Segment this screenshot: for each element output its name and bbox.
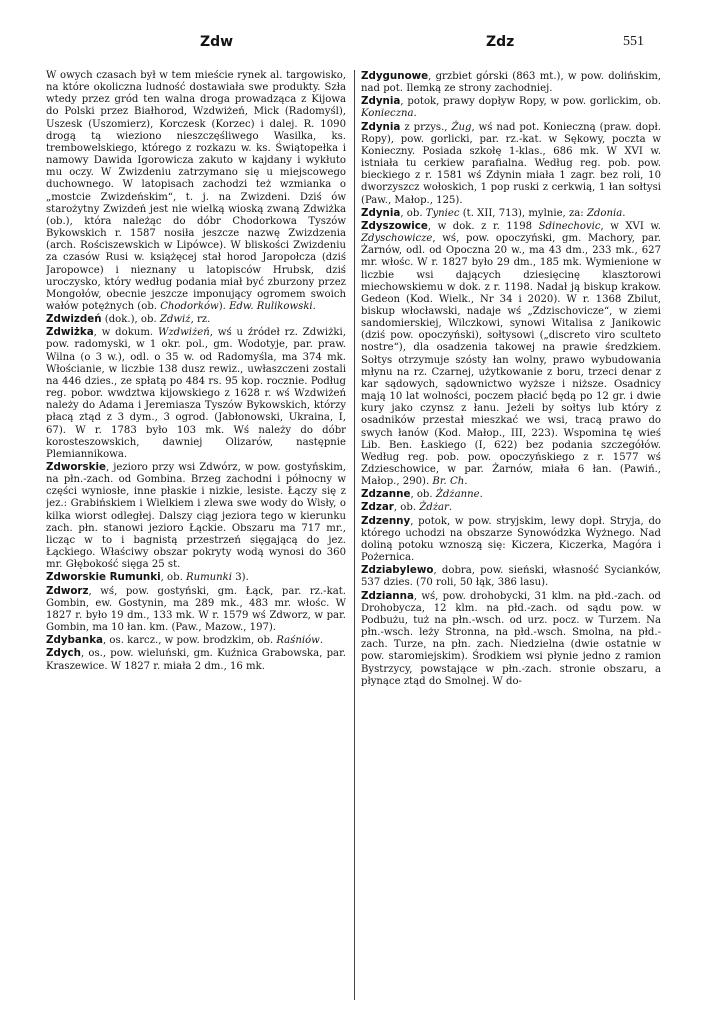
entry-headword: Zdygunowe [361, 70, 429, 82]
entry-headword: Zdworz [46, 584, 89, 597]
entry-text: , os. karcz., w pow. brodzkim, ob. [103, 635, 277, 647]
entry [361, 95, 661, 120]
entry-headword: Zdworskie [46, 461, 106, 473]
entry [361, 70, 661, 95]
entry-headword: Zdynia [361, 206, 401, 219]
entry-headword: Zdzianna [361, 589, 414, 602]
entry-italic: Sdinechovic [538, 220, 601, 232]
entry [361, 220, 661, 488]
right-column [361, 70, 661, 1000]
page-header [0, 34, 720, 54]
entry-text: , ob. [160, 572, 186, 584]
entry-text: , potok, prawy dopływ Ropy, w pow. gorlickim, ob. [400, 96, 661, 108]
entry-italic: Raśniów [276, 635, 320, 647]
entry-text: , wś, pow. opoczyński, gm. Machory, par. Żarnów, odl. od Opoczna 20 w., ma 43 dm., 233 mk., 627 mr. włośc. W r. 1827 było 29 dm., 185 mk. Wymienione w liczbie wsi dających dziesięcinę klasztorowi miechowskiemu w dok. z r. 1198. Nadał ją biskup krakow. Gedeon (Kod. Wielk., Nr 34 i 2020). W r. 1368 Zbilut, biskup włocławski, nadaje wś „Zdzischovicze“, w ziemi sandomierskiej, Wilczkowi, synowi Witalisa z Janikowic (dziś pow. opoczyński), sołtysowi („discreto viro sculteto nostre“), dla osadzenia takowej na prawie średzkiem. Sołtys otrzymuje szósty łan wolny, prawo wybudowania młynu na rz. Czarnej, użytkowanie z boru, trzeci denar z kar sądowych, sądownictwo wyższe i niższe. Osadnicy mają 10 lat wolności, poczem płacić będą po 12 gr. i dwie kury jako czynsz z łanu. Jeżeli by sołtys lub który z osadników przestał mieszkać we wsi, tracą prawo do swych łanów (Kod. Małop., III, 223). Wspomina tę wieś Lib. Ben. Łaskiego (I, 622) bez podania szczegółów. Według reg. pob. pow. opoczyńskiego z r. 1577 wś Zdzieschowice, w par. Żarnów, miała 6 łan. (Pawiń., Małop., 290). [361, 233, 661, 488]
entry-text: , ob. [400, 207, 426, 219]
entry-headword: Zdwizdeń [46, 313, 102, 326]
entry-text: , rz. [190, 314, 211, 326]
entry-headword: Zdynia [361, 120, 401, 133]
entry-italic: Zdonia [586, 207, 623, 219]
entry [46, 313, 346, 326]
entry [46, 326, 346, 461]
entry-headword: Zdybanka [46, 634, 103, 647]
entry-headword: Zdyszowice [361, 219, 428, 232]
entry-text: , w XVI w. [600, 220, 661, 232]
column-divider [354, 70, 355, 1000]
page-number: 551 [623, 34, 644, 49]
entry-italic: Rumunki [185, 572, 233, 584]
entry-italic: Żdżar [419, 502, 449, 514]
entry-italic: Żdżanne [435, 489, 480, 501]
entry-italic: Konieczna [361, 108, 414, 120]
entry-italic: Zdyschowicze [361, 233, 433, 245]
entry [46, 585, 346, 635]
entry-text: . [622, 207, 626, 219]
entry-text: , potok, w pow. stryjskim, lewy dopł. Stryja, do którego uchodzi na obszarze Synowódzka Wyżnego. Nad doliną potoku wznoszą się: Kiczera, Kiczerka, Magóra i Pożernica. [361, 515, 661, 564]
entry-text: , ob. [393, 502, 420, 514]
entry-text: (t. XII, 713), mylnie, za: [459, 207, 587, 219]
entry [361, 590, 661, 688]
entry-text: 3). [232, 572, 249, 584]
entry [46, 461, 346, 571]
entry-text: . [448, 502, 453, 514]
entry [361, 121, 661, 207]
entry-italic: Wzdwiżeń [157, 327, 210, 339]
entry-author: Br. Ch. [432, 476, 468, 488]
entry-text: , wś, pow. drohobycki, 31 klm. na płd.-zach. od Drohobycza, 12 klm. na płd.-zach. od sądu pow. w Podbużu, tuż na płn.-wsch. od urz. pocz. w Turzem. Na płn.-wsch. leży Stronna, na płd.-wsch. Smolna, na płd.-zach. Turze, na płn. zach. Niedzielna (dwie ostatnie w pow. staromiejskim). Środkiem wsi płynie jedno z ramion Bystrzycy, powstające w płn.-zach. stronie obszaru, a płynące ztąd do Smolnej. W do- [361, 590, 661, 687]
entry [46, 571, 346, 584]
entry-headword: Zdzanne [361, 488, 411, 501]
entry-text: z przys., [400, 121, 452, 133]
entry-headword: Zdworskie Rumunki [46, 571, 161, 584]
entry [361, 488, 661, 501]
left-column [46, 70, 346, 1000]
entry-text: , ob. [410, 489, 436, 501]
entry-text: , os., pow. wieluński, gm. Kuźnica Grabowska, par. Kraszewice. W 1827 r. miała 2 dm., 16 mk. [46, 648, 346, 672]
entry-headword: Zdziabylewo [361, 564, 434, 577]
entry-headword: Zdwiżka [46, 326, 94, 339]
entry [46, 647, 346, 672]
entry [361, 207, 661, 220]
entry [361, 515, 661, 565]
entry [46, 634, 346, 647]
entry-text: , jezioro przy wsi Zdwórz, w pow. gostyńskim, na płn.-zach. od Gombina. Brzeg zachodni i północny w części wyniosłe, inne płaskie i nizkie, lesiste. Łączy się z jez.: Grabińskiem i Wielkiem i zlewa swe wody do Wisły, o kilka wiorst odległej. Dalszy ciąg jeziora tego w kierunku zach. płn. stanowi jezioro Łąckie. Obszaru ma 717 mr., licząc w to i bagnistą przestrzeń sięgającą do jez. Łąckiego. Właściwy obszar pokryty wodą wynosi do 360 mr. Głębokość sięga 25 st. [46, 462, 346, 571]
entry [361, 564, 661, 589]
entry-text: , w dok. z r. 1198 [427, 220, 539, 232]
entry-author: Edw. Rulikowski. [229, 300, 316, 312]
entry-text: , w dokum. [93, 327, 158, 339]
entry-italic: Zdwiż [159, 314, 191, 326]
entry-text: ). [218, 300, 230, 312]
entry-text: , dobra, pow. sieński, własność Sycianków, 537 dzies. (70 roli, 50 łąk, 386 lasu). [361, 565, 661, 589]
entry [361, 501, 661, 514]
entry-text: , wś nad pot. Konieczną (praw. dopł. Ropy), pow. gorlicki, par. rz.-kat. w Sękowy, poczta w Konieczny. Posiada szkołę 1-klas., 686 mk. W XVI w. istniała tu cerkiew parafialna. Według reg. pob. pow. bieckiego z r. 1581 wś Zdynin miała 1 zagr. bez roli, 10 dworzyszcz wołoskich, 1 pop ruski z cerkwią, 1 łan sołtysi (Paw., Małop., 125). [361, 121, 661, 206]
entry-text: W owych czasach był w tem mieście rynek al. targowisko, na które okoliczna ludność dostawiała swe produkty. Szła wtedy przez gród ten walna droga prowadząca z Kijowa do Polski przez Białhorod, Wzdwiżeń, Mick (Radomyśl), Uszesk (Uszomierz), Korczesk (Korzec) i dalej. R. 1090 drogą tą wieziono nieszczęśliwego Wasilka, ks. trembowelskiego, którego z rozkazu w. ks. Świątopełka i namowy Dawida Igorowicza zakuto w kajdany i wykłuto mu oczy. W Zwizdeniu zatrzymano się u miejscowego duchownego. W latopisach zachodzi też wzmianka o „mostcie Zwizdeńskim“, t. j. na Zwizdeni. Dziś ów starożytny Zwizdeń jest nie wielką wioską zwaną Zdwiżka (ob.), która należąc do dóbr Chodorkowa Tyszów Bykowskich r. 1587 nosiła jeszcze nazwę Zwizdzenia (arch. Rościszewskich w Lipówce). W bliskości Zwizdeniu za czasów Rusi w. książęcej stał horod Jaropołcza (dziś Jaropowce) i nieznany u latopisców Hrubsk, dziś uroczysko, który według podania miał być zburzony przez Mongołów, obecnie jeszcze imponujący ogromem swoich wałów potężnych (ob. [46, 70, 346, 312]
entry-text: . [479, 489, 483, 501]
entry-text: , grzbiet górski (863 mt.), w pow. dolińskim, nad pot. Ilemką ze strony zachodniej. [361, 71, 661, 95]
entry-text: . [319, 635, 324, 647]
entry-text: . [413, 108, 417, 120]
entry-headword: Zdzar [361, 501, 394, 514]
entry [46, 70, 346, 313]
entry-headword: Zdzenny [361, 514, 411, 527]
entry-text: (dok.), ob. [101, 314, 160, 326]
running-head-right: Zdz [486, 34, 515, 50]
entry-text: , wś, pow. gostyński, gm. Łąck, par. rz.-kat. Gombin, ew. Gostynin, ma 289 mk., 483 mr. włośc. W 1827 r. było 19 dm., 133 mk. W r. 1579 wś Zdworz, w par. Gombin, ma 10 łan. km. (Paw., Mazow., 197). [46, 585, 346, 634]
entry-headword: Zdynia [361, 95, 401, 108]
entry-text: , wś u źródeł rz. Zdwiżki, pow. radomyski, w 1 okr. pol., gm. Wodotyje, par. praw. Wilna (o 3 w.), odl. o 35 w. od Radomyśla, ma 374 mk. Włościanie, w liczbie 138 dusz rewiz., uwłaszczeni zostali na 446 dzies., ze spłatą po 484 rs. 95 kop. rocznie. Podług reg. pobor. wwdztwa kijowskiego z 1628 r. wś Wzdwiżeń należy do Adama i Jeremiasza Tyszów Bykowskich, którzy płacą ztąd z 3 dym., 3 ogrod. (Jabłonowski, Ukraina, I, 67). W r. 1783 było 103 mk. Wś należy do dóbr korosteszowskich, dawniej Olizarów, następnie Plemiannikowa. [46, 327, 346, 460]
entry-italic: Żug [451, 121, 472, 133]
running-head-left: Zdw [200, 34, 234, 50]
entry-italic: Tyniec [425, 207, 460, 219]
entry-italic: Chodorków [160, 300, 219, 312]
entry-headword: Zdych [46, 647, 81, 660]
